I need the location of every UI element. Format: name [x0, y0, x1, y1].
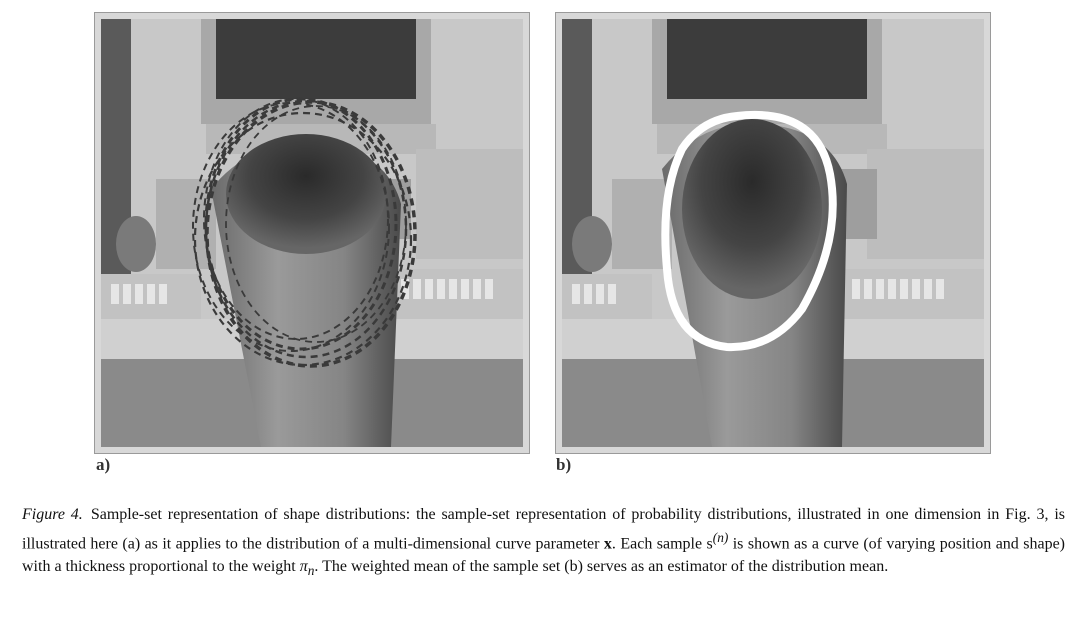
- caption-symbol-pi: π: [299, 558, 308, 576]
- pipe-opening: [682, 119, 822, 299]
- caption-symbol-x: x: [603, 535, 612, 553]
- figure-panel-a: [94, 12, 530, 454]
- panel-b-image: [562, 19, 984, 447]
- caption-symbol-s: s: [706, 535, 713, 553]
- figure-number: Figure 4.: [22, 506, 83, 523]
- panel-label-b: b): [556, 455, 572, 474]
- monitor-screen: [667, 19, 867, 99]
- caption-text-4: . The weighted mean of the sample set (b) serves as an estimator of the distribution mean.: [314, 558, 889, 576]
- right-cabinet: [867, 149, 984, 259]
- figure-caption: [22, 503, 1065, 583]
- monitor-screen: [216, 19, 416, 99]
- caption-subscript-n: n: [307, 563, 315, 579]
- left-disk: [572, 216, 612, 272]
- panel-a-image: [101, 19, 523, 447]
- caption-text-1: Sample-set representation of shape distributions: the sample-set representation of probability distributions, illustrated in one dimension in Fig. 3, is illustrated here (a) as it applies to the distribution of a multi-dimensional curve parameter: [22, 506, 1065, 553]
- left-disk: [116, 216, 156, 272]
- figure-panel-b: [555, 12, 991, 454]
- pipe-opening: [226, 134, 386, 254]
- caption-text-3: is shown as a curve (of varying position and shape) with a thickness proportional to the weight: [22, 535, 1066, 576]
- panel-label-a: a): [96, 455, 111, 474]
- caption-text-2: . Each sample: [611, 535, 707, 553]
- right-cabinet: [416, 149, 523, 259]
- caption-superscript-n: (n): [712, 530, 729, 545]
